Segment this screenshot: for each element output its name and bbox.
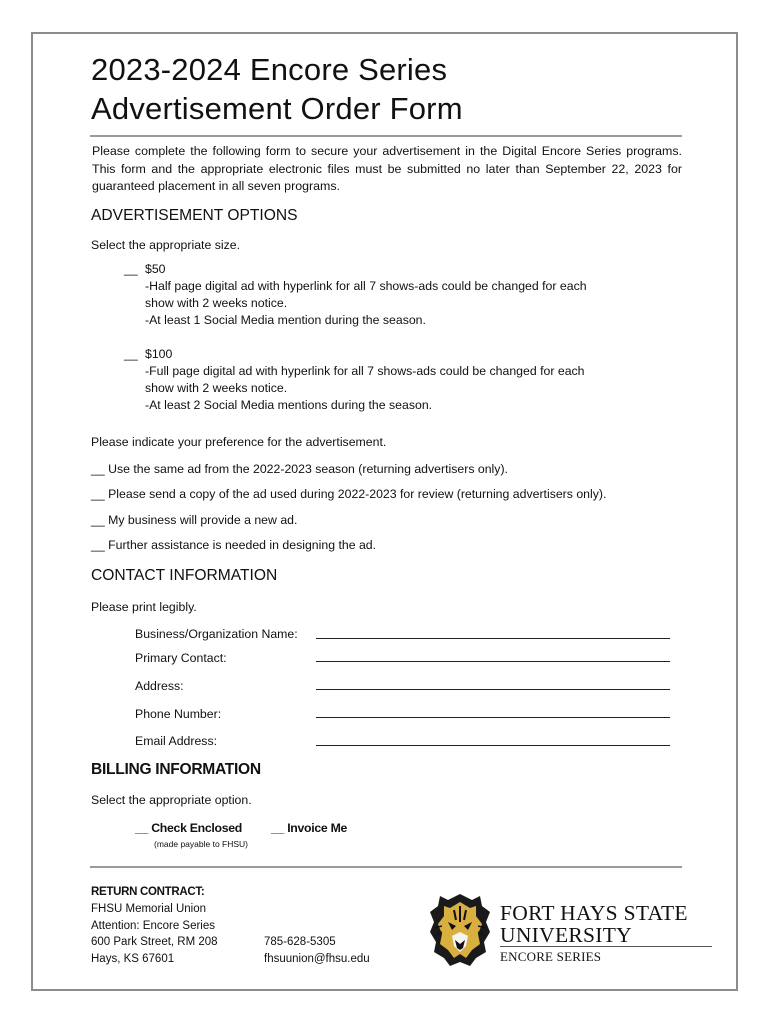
business-name-field[interactable] [316, 638, 670, 639]
business-name-label: Business/Organization Name: [135, 627, 298, 641]
ad-options-prompt: Select the appropriate size. [91, 238, 241, 252]
logo-fort-hays-state: FORT HAYS STATE [500, 901, 688, 925]
option-100-checkbox[interactable]: __ [124, 347, 138, 361]
billing-heading: BILLING INFORMATION [91, 761, 261, 778]
logo-university: UNIVERSITY [500, 923, 632, 947]
option-100-price: $100 [145, 347, 173, 361]
page-title-line2: Advertisement Order Form [91, 91, 463, 126]
logo-encore-series: ENCORE SERIES [500, 949, 602, 964]
phone-number-field[interactable] [316, 717, 670, 718]
preference-item-new-ad[interactable]: __ My business will provide a new ad. [91, 513, 298, 527]
check-enclosed-option[interactable]: __ Check Enclosed [135, 821, 242, 835]
primary-contact-label: Primary Contact: [135, 651, 227, 665]
intro-paragraph: Please complete the following form to secure your advertisement in the Digital Encore Series programs. This form and the appropriate electronic files must be submitted no later than September 22, 2023 for guaranteed placement in all seven programs. [92, 144, 682, 194]
preference-item-send-copy[interactable]: __ Please send a copy of the ad used during 2022-2023 for review (returning advertisers only). [91, 487, 607, 501]
return-address-line1: FHSU Memorial Union [91, 903, 207, 915]
tiger-head-icon [428, 892, 492, 968]
address-field[interactable] [316, 689, 670, 690]
billing-divider [90, 866, 682, 868]
logo-divider [500, 946, 712, 947]
return-contract-heading: RETURN CONTRACT: [91, 886, 205, 898]
option-50-desc-line3: -At least 1 Social Media mention during the season. [145, 313, 426, 327]
phone-number-label: Phone Number: [135, 707, 222, 721]
return-phone: 785-628-5305 [264, 936, 336, 948]
email-address-field[interactable] [316, 745, 670, 746]
return-email[interactable]: fhsuunion@fhsu.edu [264, 953, 370, 965]
option-50-desc-line1: -Half page digital ad with hyperlink for all 7 shows-ads could be changed for each [145, 279, 587, 293]
title-divider [90, 135, 682, 137]
check-payable-note: (made payable to FHSU) [154, 839, 249, 849]
contact-prompt: Please print legibly. [91, 600, 197, 614]
preference-item-assistance[interactable]: __ Further assistance is needed in designing the ad. [91, 538, 377, 552]
ad-options-heading: ADVERTISEMENT OPTIONS [91, 207, 298, 224]
invoice-me-option[interactable]: __ Invoice Me [271, 821, 348, 835]
return-address-line2: Attention: Encore Series [91, 920, 216, 932]
return-address-line3: 600 Park Street, RM 208 [91, 936, 218, 948]
preference-item-same-ad[interactable]: __ Use the same ad from the 2022-2023 season (returning advertisers only). [91, 462, 508, 476]
option-50-price: $50 [145, 262, 166, 276]
option-50-checkbox[interactable]: __ [124, 262, 138, 276]
address-label: Address: [135, 679, 184, 693]
fhsu-logo [428, 892, 718, 970]
option-100-desc-line1: -Full page digital ad with hyperlink for all 7 shows-ads could be changed for each [145, 364, 585, 378]
contact-heading: CONTACT INFORMATION [91, 567, 278, 584]
return-address-line4: Hays, KS 67601 [91, 953, 175, 965]
billing-prompt: Select the appropriate option. [91, 793, 252, 807]
preference-prompt: Please indicate your preference for the advertisement. [91, 435, 387, 449]
primary-contact-field[interactable] [316, 661, 670, 662]
option-100-desc-line3: -At least 2 Social Media mentions during the season. [145, 398, 433, 412]
email-address-label: Email Address: [135, 734, 218, 748]
option-100-desc-line2: show with 2 weeks notice. [145, 381, 288, 395]
page-title-line1: 2023-2024 Encore Series [91, 52, 448, 87]
option-50-desc-line2: show with 2 weeks notice. [145, 296, 288, 310]
